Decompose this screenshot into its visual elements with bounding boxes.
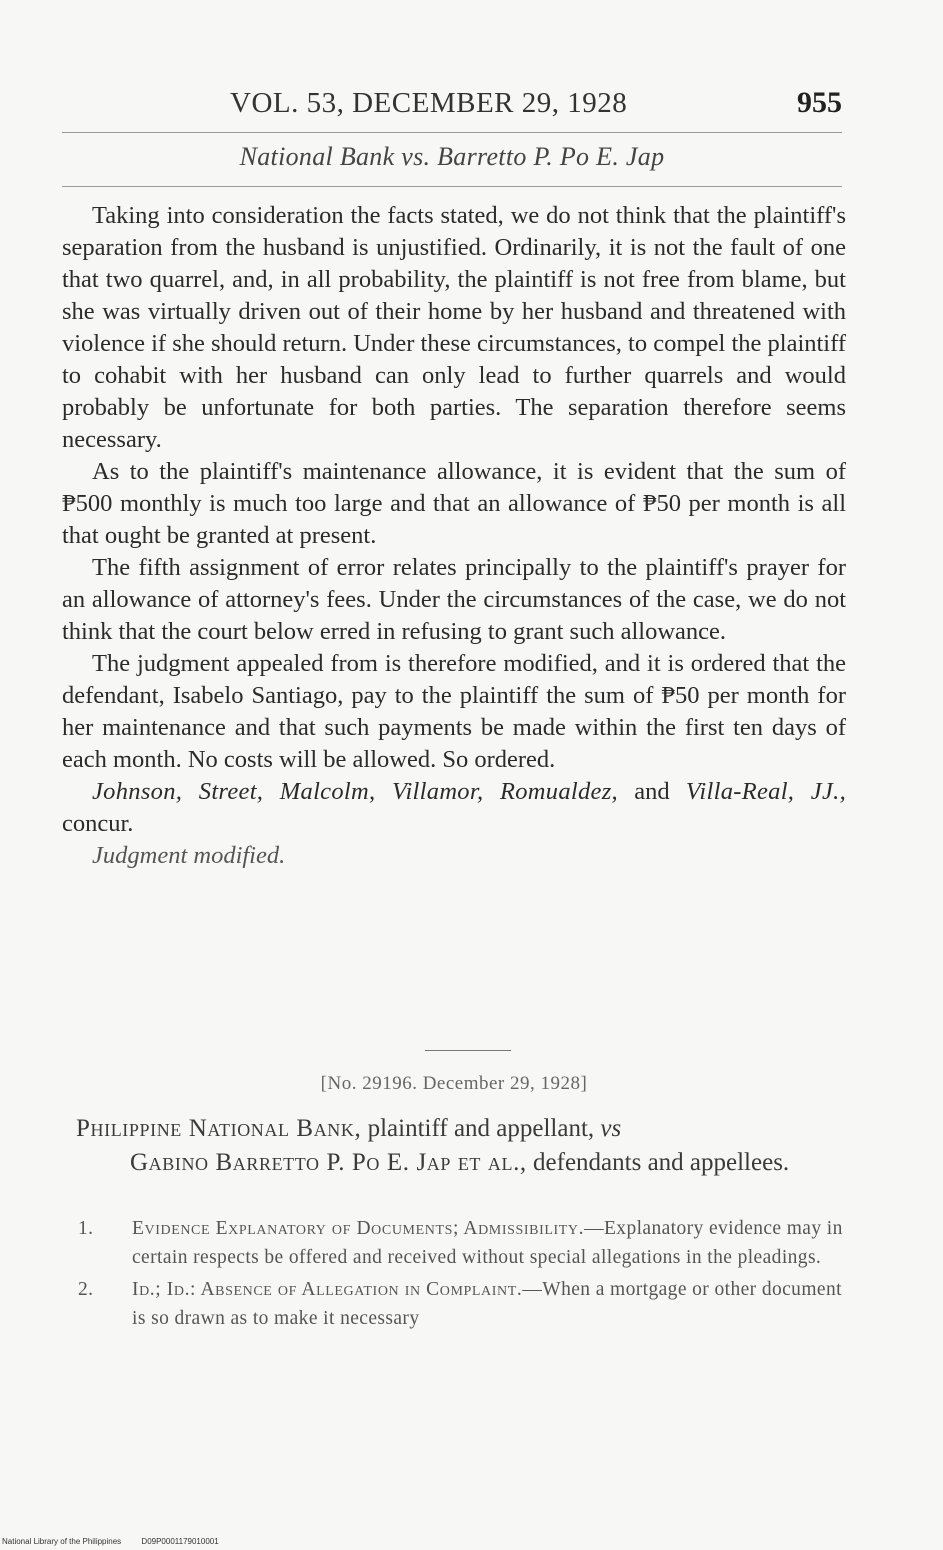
concurrence-verb: concur. <box>62 810 134 837</box>
paragraph: The fifth assignment of error relates principally to the plaintiff's prayer for an allowance of attorney's fees. Under the circumstances of the case, we do not think that the court below erred in refusing to grant such allowance. <box>62 554 846 645</box>
paragraph: As to the plaintiff's maintenance allowance, it is evident that the sum of ₱500 monthly is much too large and that an allowance of ₱50 per month is all that ought be granted at present. <box>62 458 846 549</box>
concurring-justices: Johnson, Street, Malcolm, Villamor, Romualdez, <box>92 778 618 805</box>
syllabus-text: —Explanatory evidence may in certain respects be offered and received without special allegations in the pleadings. <box>132 1218 843 1268</box>
header-rule-top <box>62 132 842 133</box>
plaintiff-name: Philippine National Bank, <box>76 1115 362 1142</box>
concurrence <box>62 776 846 840</box>
versus: vs <box>600 1115 622 1142</box>
concurring-justice-last: Villa-Real, JJ., <box>685 778 846 805</box>
running-head: VOL. 53, DECEMBER 29, 1928 <box>230 87 628 119</box>
concurrence-and: and <box>617 778 686 805</box>
disposition: Judgment modified. <box>92 842 286 869</box>
plaintiff-role: plaintiff and appellant, <box>361 1115 601 1142</box>
scan-footer <box>2 1537 237 1546</box>
case-parties <box>76 1112 852 1180</box>
syllabus <box>78 1214 854 1336</box>
paragraph: The judgment appealed from is therefore modified, and it is ordered that the defendant, Isabelo Santiago, pay to the plaintiff the sum of ₱50 per month for her maintenance and that such payments be made within the first ten days of each month. No costs will be allowed. So ordered. <box>62 650 846 773</box>
paragraph: Taking into consideration the facts stated, we do not think that the plaintiff's separation from the husband is unjustified. Ordinarily, it is not the fault of one that two quarrel, and, in all probability, the plaintiff is not free from blame, but she was virtually driven out of their home by her husband and threatened with violence if she should return. Under these circumstances, to compel the plaintiff to cohabit with her husband can only lead to further quarrels and would probably be unfortunate for both parties. The separation therefore seems necessary. <box>62 202 846 453</box>
case-title: National Bank vs. Barretto P. Po E. Jap <box>239 142 665 171</box>
syllabus-number: 1. <box>78 1218 94 1239</box>
footer-code: D09P0001179010001 <box>141 1537 219 1546</box>
opinion-body <box>62 200 846 872</box>
syllabus-number: 2. <box>78 1279 94 1300</box>
defendants-name: Gabino Barretto P. Po E. Jap et al., <box>130 1149 527 1176</box>
footer-library: National Library of the Philippines <box>2 1537 122 1546</box>
syllabus-item <box>78 1214 854 1272</box>
page-number: 955 <box>797 86 842 119</box>
section-divider <box>425 1050 511 1051</box>
syllabus-heading: Id.; Id.: Absence of Allegation in Complaint. <box>132 1279 523 1300</box>
syllabus-heading: Evidence Explanatory of Documents; Admissibility. <box>132 1218 585 1239</box>
docket-number: [No. 29196. December 29, 1928] <box>320 1073 588 1094</box>
syllabus-item <box>78 1275 854 1333</box>
defendants-role: defendants and appellees. <box>526 1149 790 1176</box>
page-header <box>62 86 842 120</box>
header-rule-bottom <box>62 186 842 187</box>
syllabus-text: —When a mortgage or other document is so drawn as to make it necessary <box>132 1279 842 1329</box>
